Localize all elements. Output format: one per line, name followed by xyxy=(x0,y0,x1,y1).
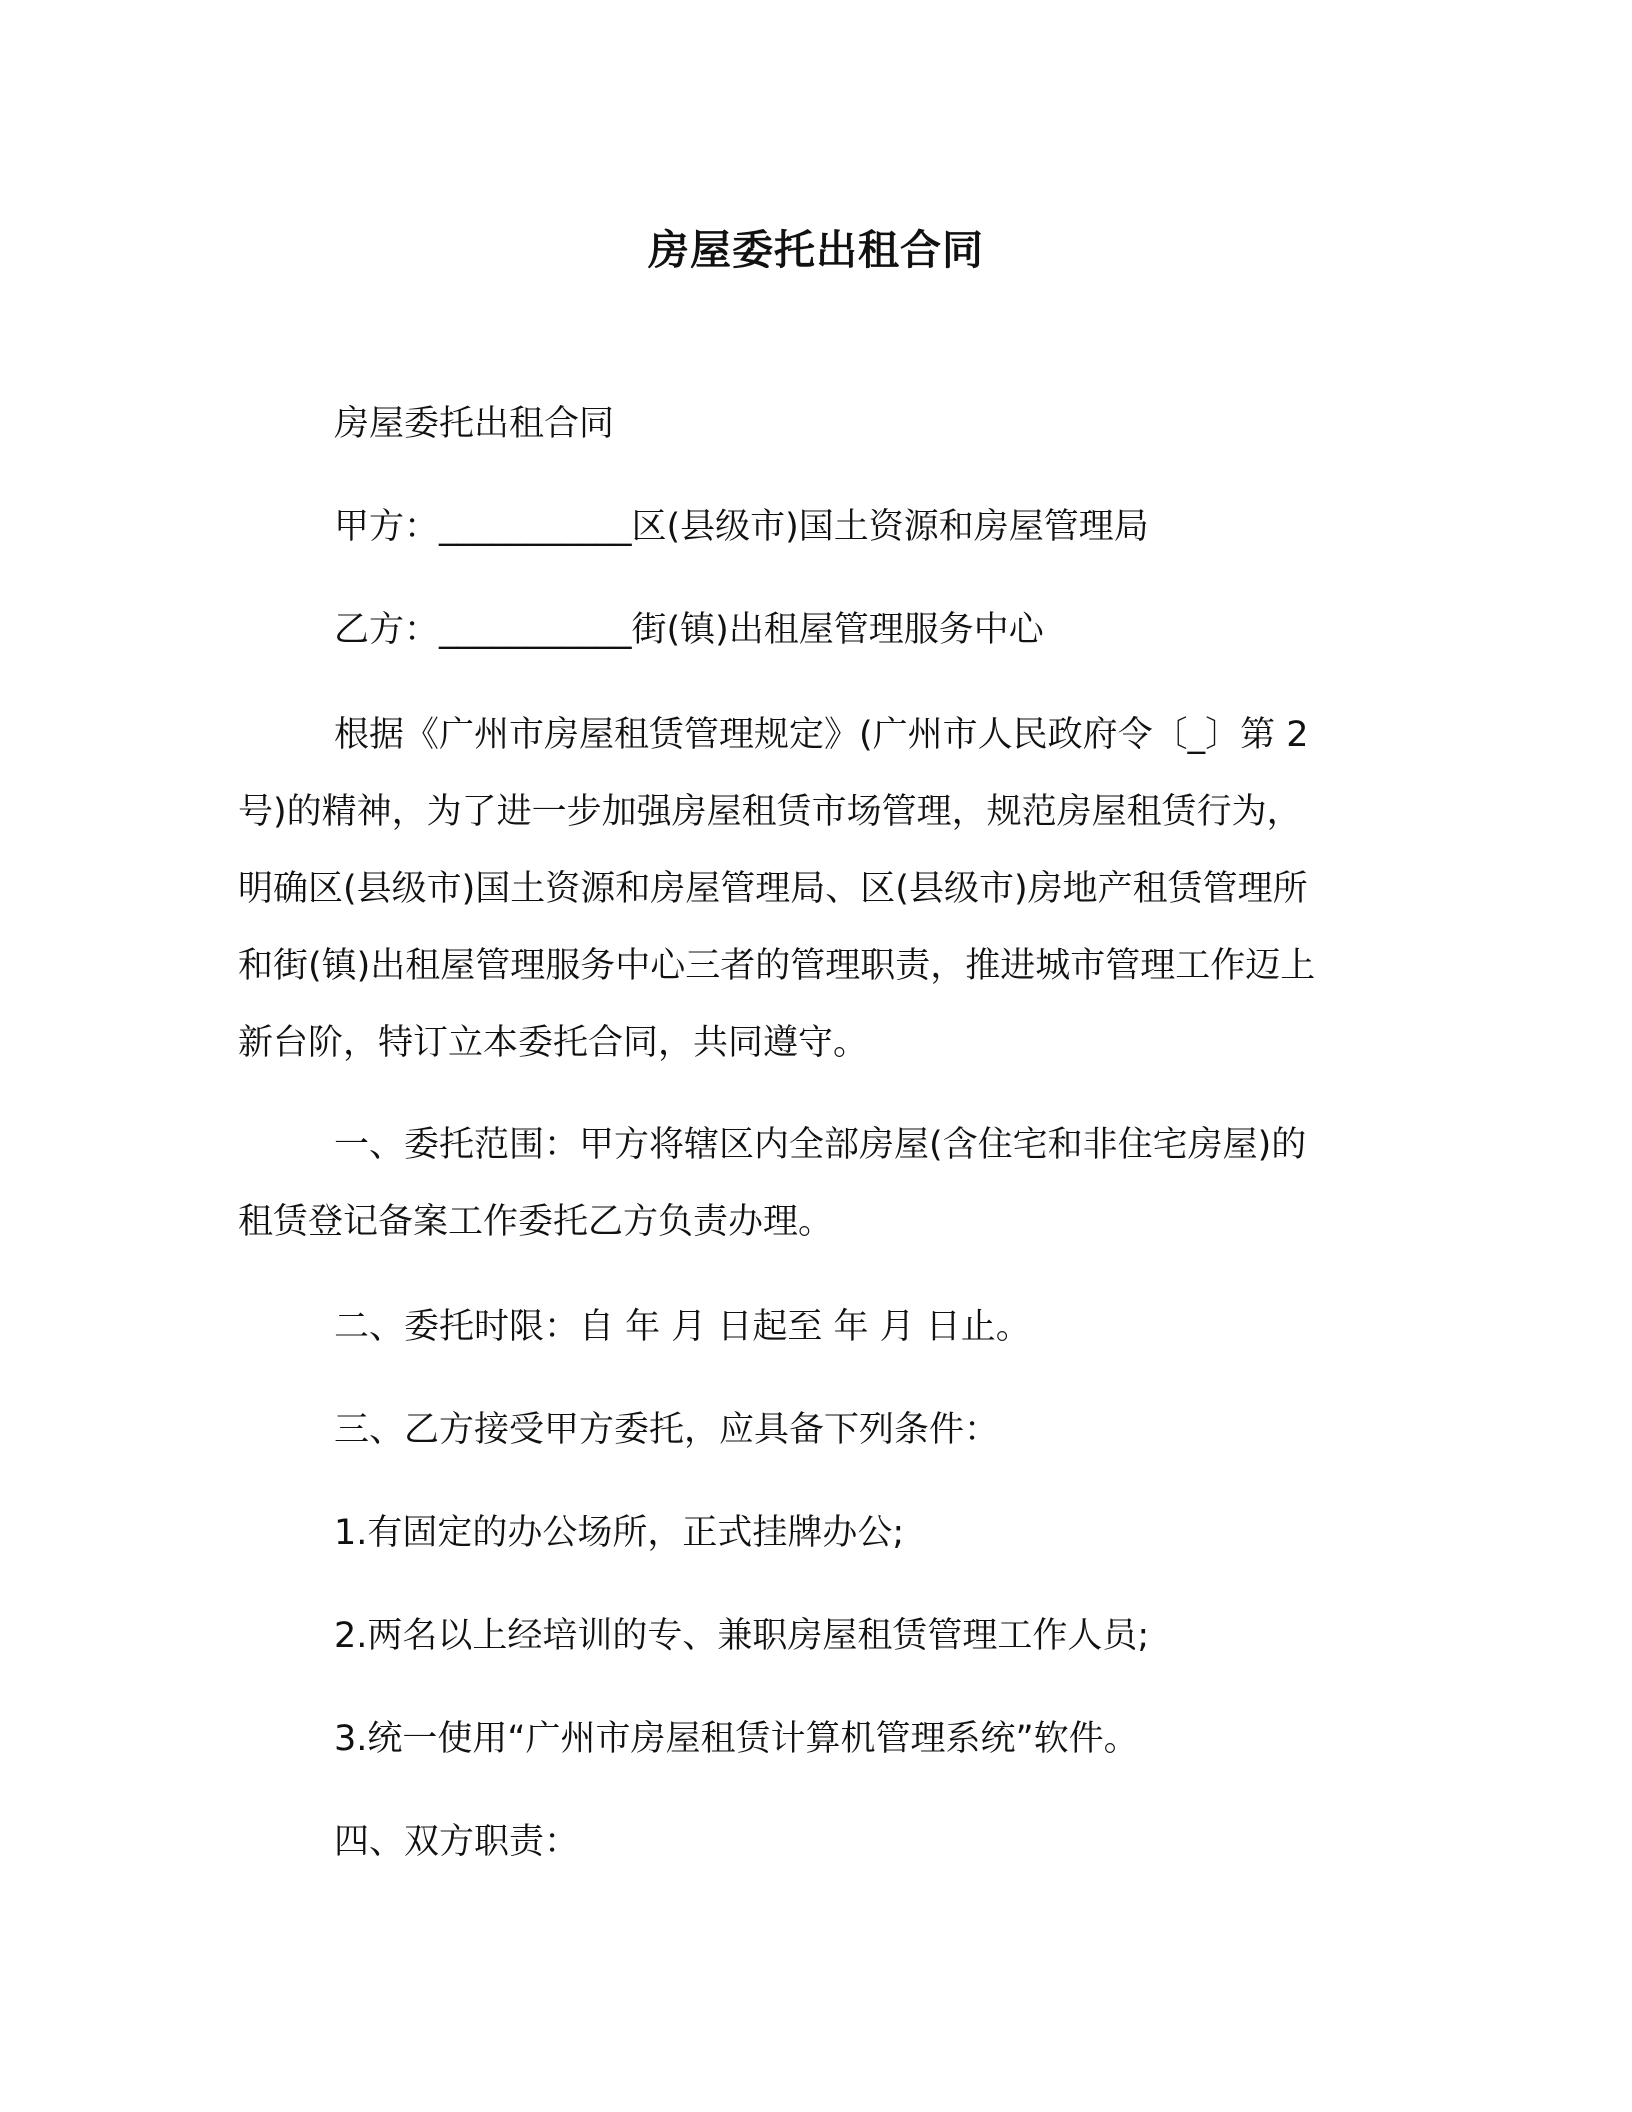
clause-4-line: 四、双方职责： xyxy=(334,1822,580,1862)
condition-2-line: 2.两名以上经培训的专、兼职房屋租赁管理工作人员; xyxy=(334,1616,1150,1656)
clause-2-line: 二、委托时限：自 年 月 日起至 年 月 日止。 xyxy=(334,1307,1031,1347)
document-subtitle: 房屋委托出租合同 xyxy=(334,404,615,444)
party-a-line: 甲方：___________区(县级市)国土资源和房屋管理局 xyxy=(334,507,1149,547)
clause-1-line: 租赁登记备案工作委托乙方负责办理。 xyxy=(238,1202,834,1242)
document-title: 房屋委托出租合同 xyxy=(648,226,984,274)
preamble-line: 新台阶，特订立本委托合同，共同遵守。 xyxy=(238,1023,869,1063)
clause-1-line: 一、委托范围：甲方将辖区内全部房屋(含住宅和非住宅房屋)的 xyxy=(334,1125,1307,1165)
condition-1-line: 1.有固定的办公场所，正式挂牌办公; xyxy=(334,1513,905,1553)
condition-3-line: 3.统一使用“广州市房屋租赁计算机管理系统”软件。 xyxy=(334,1719,1139,1759)
preamble-line: 和街(镇)出租屋管理服务中心三者的管理职责，推进城市管理工作迈上 xyxy=(238,946,1316,986)
clause-3-line: 三、乙方接受甲方委托，应具备下列条件： xyxy=(334,1410,1000,1450)
preamble-line: 明确区(县级市)国土资源和房屋管理局、区(县级市)房地产租赁管理所 xyxy=(238,869,1308,909)
preamble-line: 号)的精神，为了进一步加强房屋租赁市场管理，规范房屋租赁行为， xyxy=(238,792,1302,832)
party-b-line: 乙方：___________街(镇)出租屋管理服务中心 xyxy=(334,610,1044,650)
clause-1-paragraph xyxy=(238,1107,1398,1261)
preamble-line: 根据《广州市房屋租赁管理规定》(广州市人民政府令〔_〕第 2 xyxy=(334,715,1309,755)
preamble-paragraph xyxy=(238,697,1398,1082)
